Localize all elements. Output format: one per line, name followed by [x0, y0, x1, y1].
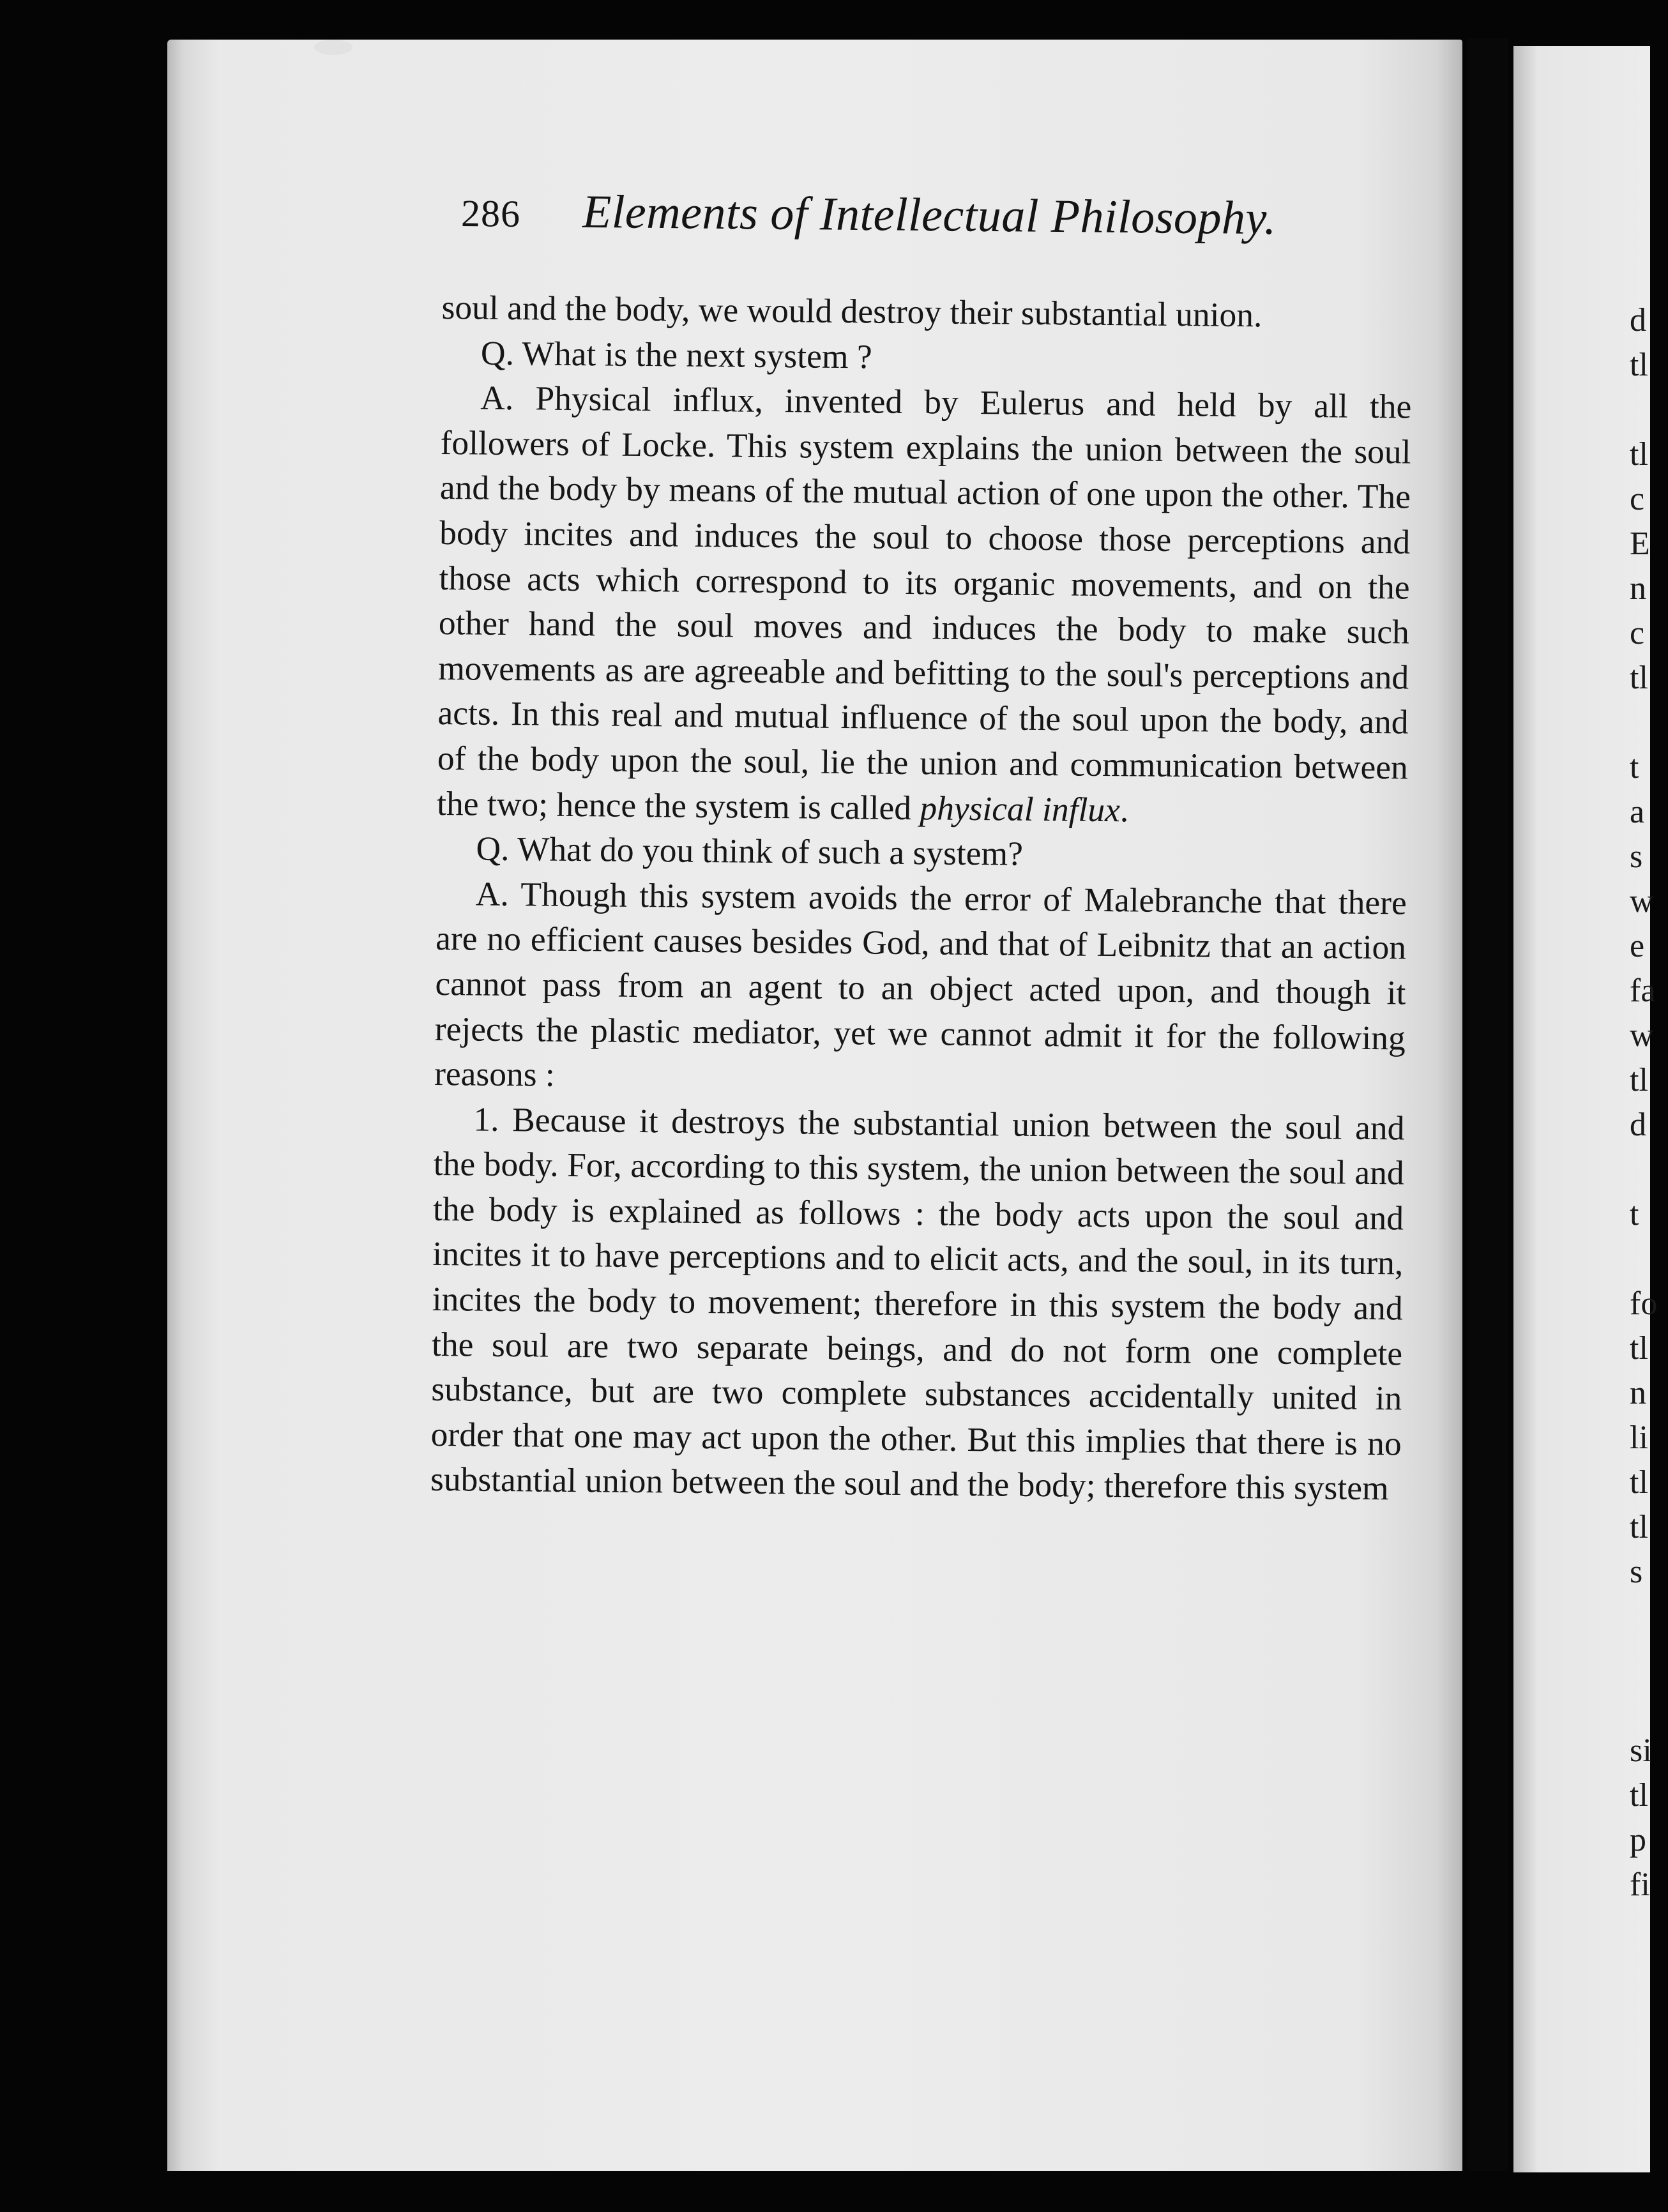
fragment: E — [1630, 526, 1650, 562]
fragment: tl — [1630, 1777, 1648, 1814]
answer-paragraph — [434, 871, 1407, 1106]
fragment: e — [1630, 928, 1645, 964]
fragment: d — [1630, 302, 1646, 338]
fragment: tl — [1630, 436, 1648, 473]
page-header — [460, 184, 1457, 264]
fragment: si — [1630, 1732, 1652, 1769]
paragraph-text: 1. Because it destroys the substantial union between the soul and the body. For, according to this system, the union between the soul and the body is explained as follows : the body acts upon the soul and incites it to have perceptions and to elicit acts, and the soul, in its turn, incites the body to movement; therefore in this system the body and the soul are two separate beings, and do not form one complete substance, but are two complete substances accidentally united in order that one may act upon the other. But this implies that there is no substantial union between the soul and the body; therefore this system — [430, 1100, 1405, 1508]
paragraph-text: soul and the body, we would destroy their substantial union. — [441, 287, 1262, 335]
running-title: Elements of Intellectual Philosophy. — [582, 185, 1277, 245]
fragment: n — [1630, 1375, 1646, 1411]
italic-term: physical influx — [920, 788, 1121, 829]
fragment: d — [1630, 1107, 1646, 1143]
fragment: t — [1630, 749, 1639, 785]
fragment: tl — [1630, 1464, 1648, 1501]
fragment: tl — [1630, 1509, 1648, 1545]
paragraph-text: Q. What is the next system ? — [480, 333, 872, 376]
fragment: s — [1630, 1554, 1643, 1590]
fragment: a — [1630, 794, 1645, 830]
paragraph-text: A. Though this system avoids the error of Malebranche that there are no efficient causes besides God, and that of Leibnitz that an action cannot pass from an agent to an object acted upon, and though it rejects the plastic mediator, yet we cannot admit it for the following reasons : — [434, 874, 1407, 1094]
fragment: n — [1630, 570, 1646, 607]
book-gutter — [1467, 38, 1508, 2171]
fragment: li — [1630, 1420, 1648, 1456]
fragment: tl — [1630, 347, 1648, 383]
paragraph-text: Q. What do you think of such a system? — [476, 829, 1024, 873]
fragment: p — [1630, 1822, 1646, 1858]
fragment: s — [1630, 838, 1643, 875]
page-body-text — [430, 285, 1413, 1511]
fragment: tl — [1630, 1062, 1648, 1098]
page-number: 286 — [460, 192, 521, 235]
fragment: w — [1630, 883, 1654, 920]
fragment: fo — [1630, 1285, 1658, 1322]
fragment: w — [1630, 1017, 1654, 1054]
adjacent-page-edge — [1513, 46, 1658, 2172]
fragment: c — [1630, 615, 1645, 651]
paragraph-text: A. Physical influx, invented by Eulerus and held by all the followers of Locke. This system explains the union between the soul and the body by means of the mutual action of one upon the other. The body incites and induces the soul to choose those perceptions and those acts which correspond to its organic movements, and on the other hand the soul moves and induces the body to make such movements as are agreeable and befitting to the soul's perceptions and acts. In this real and mutual influence of the soul upon the body, and of the body upon the soul, lie the union and communication between the two; hence the system is called — [436, 378, 1412, 827]
fragment: c — [1630, 481, 1645, 517]
fragment: t — [1630, 1196, 1639, 1232]
numbered-reason-paragraph — [430, 1096, 1405, 1511]
answer-paragraph — [437, 375, 1412, 835]
fragment: tl — [1630, 1330, 1648, 1367]
fragment: fa — [1630, 973, 1656, 1009]
book-page — [167, 40, 1462, 2171]
fragment: fi — [1630, 1867, 1650, 1903]
scan-speck — [314, 40, 353, 55]
paragraph-text-end: . — [1119, 790, 1129, 829]
fragment: tl — [1630, 660, 1648, 696]
